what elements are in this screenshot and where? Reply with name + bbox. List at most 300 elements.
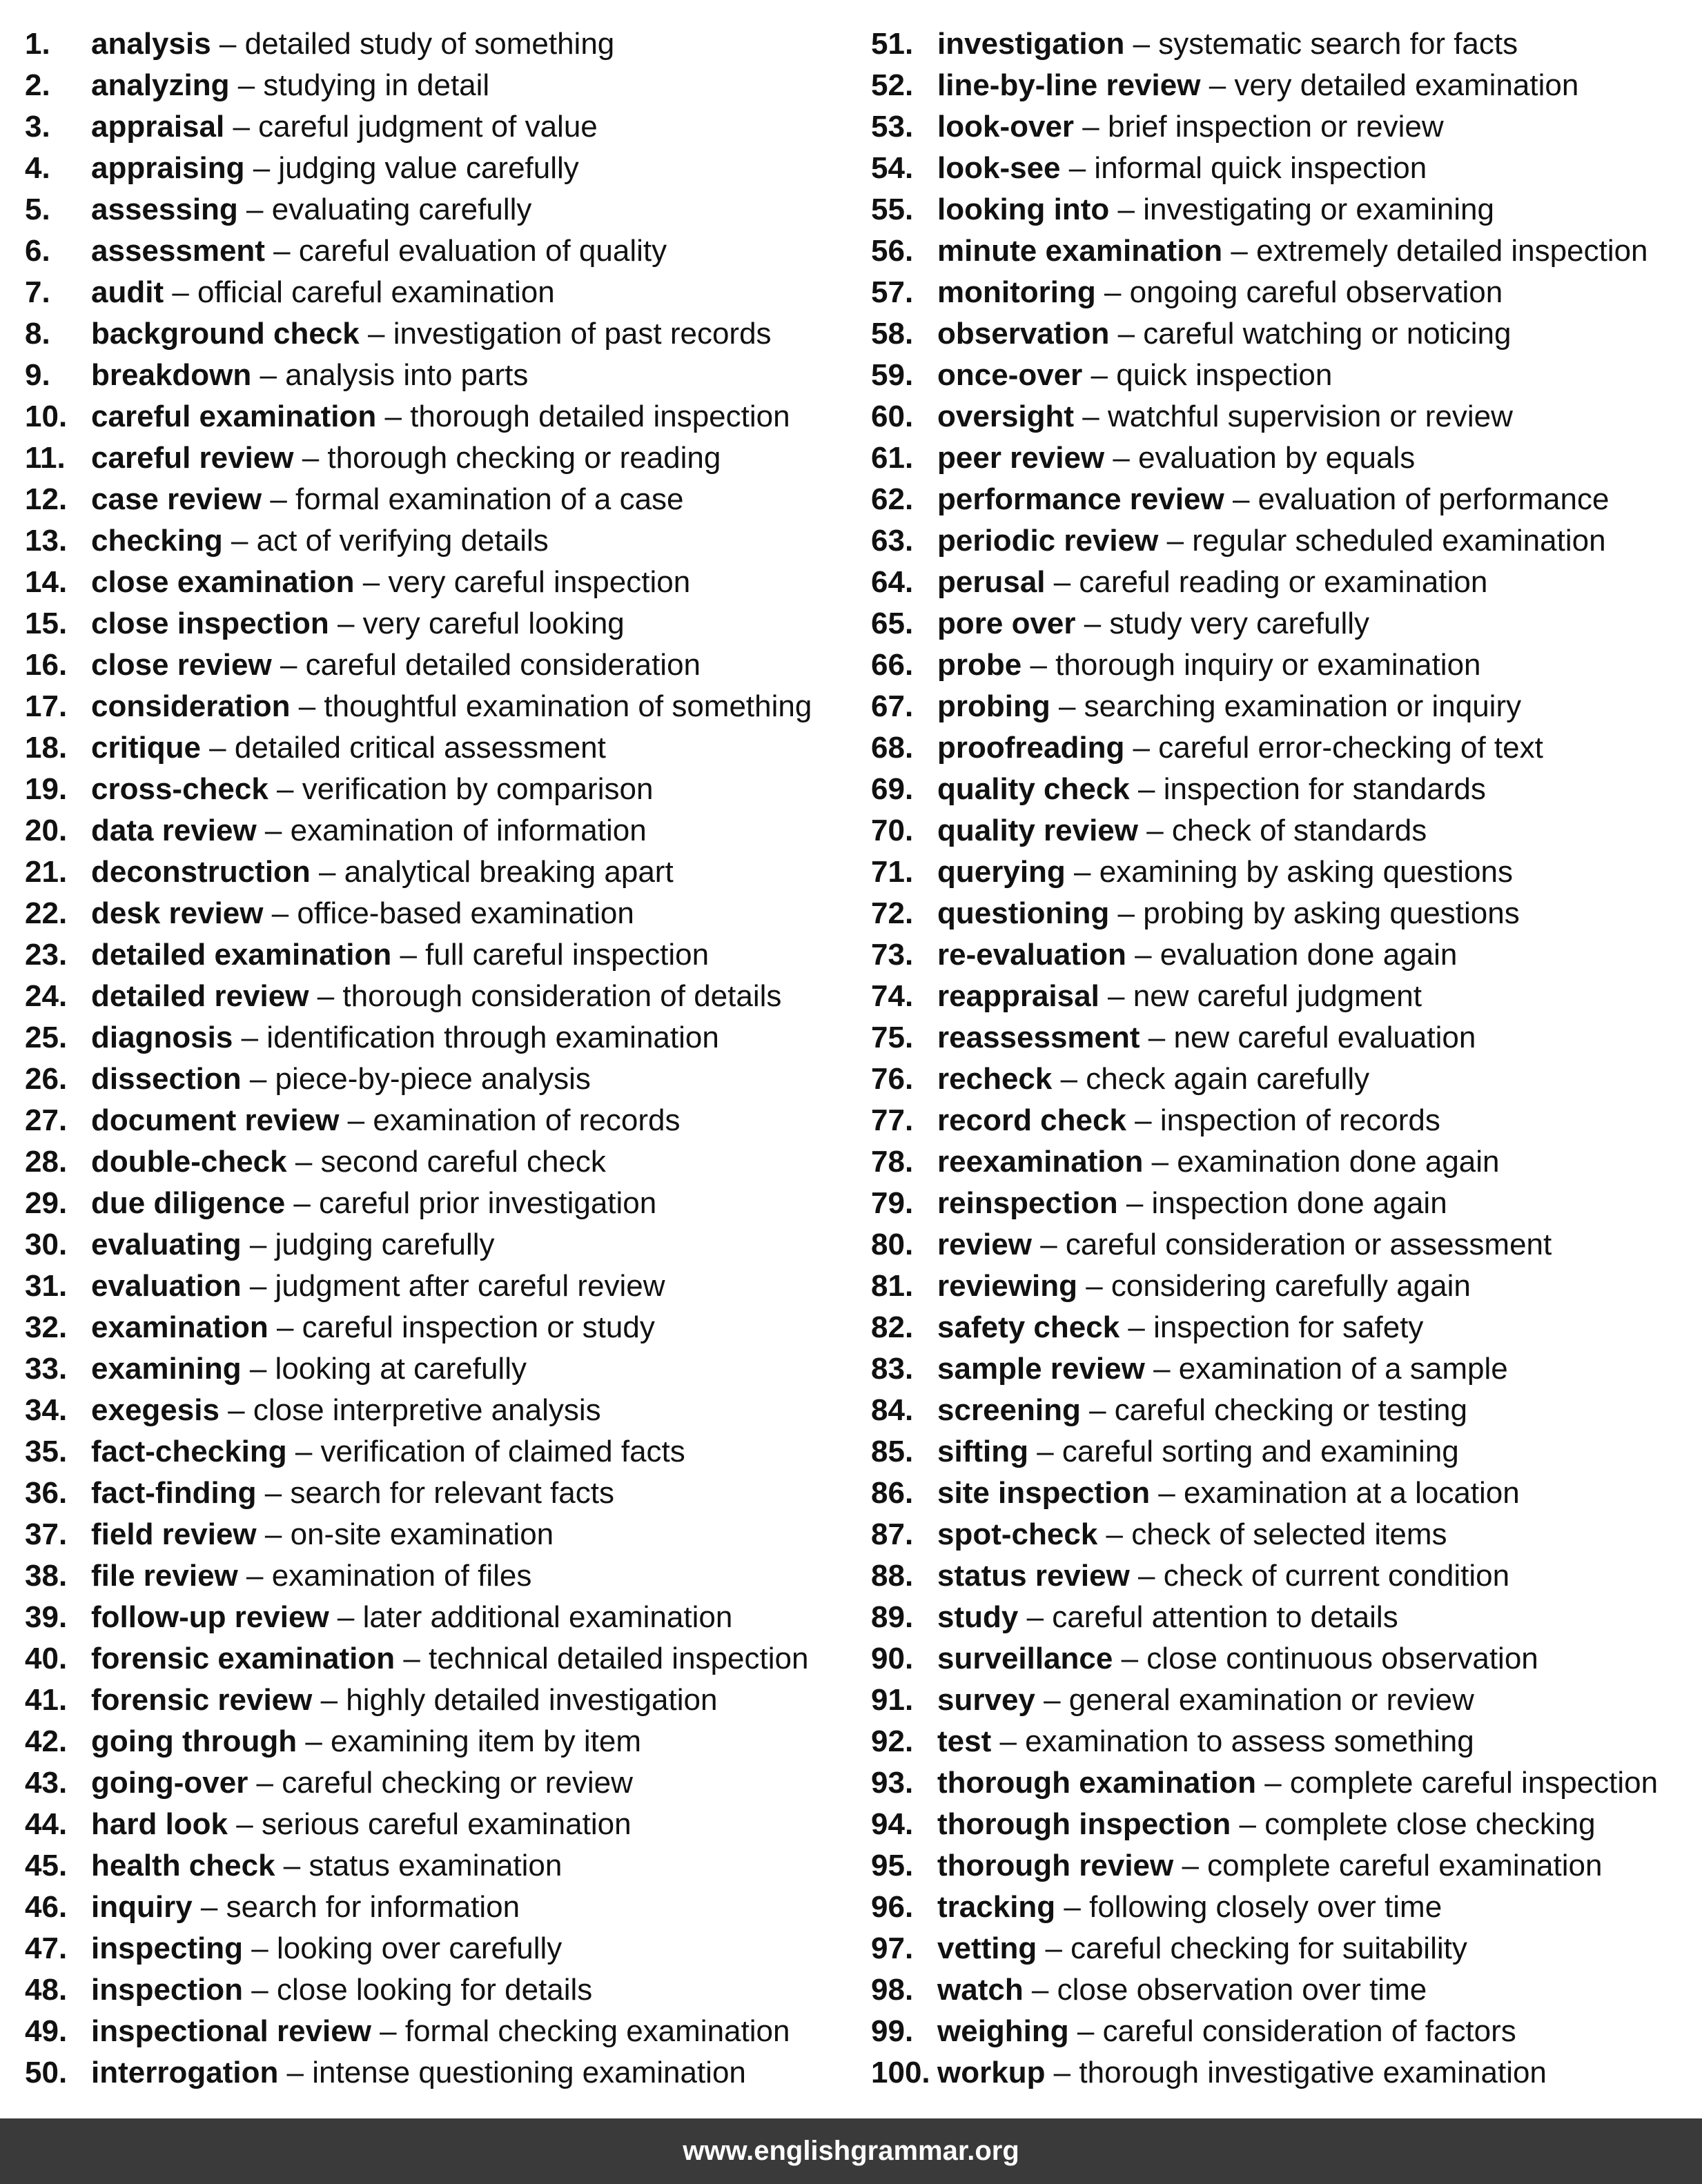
item-number: 16. (25, 648, 68, 682)
item-number: 63. (871, 524, 914, 558)
item-term: reexamination (937, 1145, 1144, 1179)
list-item (25, 23, 853, 65)
list-item (25, 1514, 853, 1555)
item-definition: – very careful inspection (354, 565, 691, 599)
item-definition: – careful checking or review (248, 1766, 633, 1800)
list-item (871, 23, 1699, 65)
item-term: audit (91, 275, 164, 309)
list-item (871, 934, 1699, 976)
footer-bar (0, 2118, 1702, 2184)
list-item (25, 1183, 853, 1224)
item-term: line-by-line review (937, 68, 1201, 102)
item-definition: – careful consideration or assessment (1031, 1228, 1552, 1261)
item-term: look-see (937, 151, 1061, 185)
item-number: 7. (25, 275, 50, 309)
list-item (25, 727, 853, 769)
list-item (871, 562, 1699, 603)
item-number: 34. (25, 1393, 68, 1427)
list-item (25, 1059, 853, 1100)
list-item (25, 230, 853, 272)
list-item (871, 1141, 1699, 1183)
item-definition: – formal checking examination (371, 2014, 790, 2048)
item-definition: – thorough investigative examination (1045, 2056, 1547, 2089)
list-item (25, 1638, 853, 1680)
item-definition: – very detailed examination (1200, 68, 1579, 102)
item-number: 67. (871, 689, 914, 723)
item-number: 19. (25, 772, 68, 806)
item-term: inspection (91, 1973, 244, 2007)
item-definition: – verification of claimed facts (286, 1435, 685, 1468)
item-number: 96. (871, 1890, 914, 1924)
item-number: 24. (25, 979, 68, 1013)
item-definition: – full careful inspection (391, 938, 710, 972)
item-definition: – new careful judgment (1099, 979, 1422, 1013)
item-term: watch (937, 1973, 1024, 2007)
item-term: spot-check (937, 1517, 1098, 1551)
list-item (871, 1928, 1699, 1969)
item-term: forensic review (91, 1683, 313, 1717)
item-number: 20. (25, 814, 68, 847)
item-number: 35. (25, 1435, 68, 1468)
list-item (25, 1390, 853, 1431)
list-item (25, 1721, 853, 1762)
list-item (871, 1680, 1699, 1721)
list-item (871, 1887, 1699, 1928)
list-item (871, 189, 1699, 230)
list-item (25, 1555, 853, 1597)
list-item (871, 2052, 1699, 2094)
item-definition: – verification by comparison (268, 772, 654, 806)
list-item (871, 272, 1699, 313)
list-item (871, 2011, 1699, 2052)
item-definition: – watchful supervision or review (1074, 400, 1513, 433)
item-definition: – careful watching or noticing (1109, 317, 1512, 351)
item-definition: – thorough detailed inspection (376, 400, 790, 433)
item-number: 12. (25, 482, 68, 516)
item-definition: – careful sorting and examining (1028, 1435, 1459, 1468)
item-definition: – new careful evaluation (1139, 1021, 1476, 1054)
item-term: close examination (91, 565, 355, 599)
item-number: 62. (871, 482, 914, 516)
item-number: 80. (871, 1228, 914, 1261)
list-item (871, 230, 1699, 272)
list-item (25, 893, 853, 934)
item-number: 91. (871, 1683, 914, 1717)
item-number: 40. (25, 1642, 68, 1675)
item-definition: – careful checking for suitability (1037, 1931, 1467, 1965)
item-number: 47. (25, 1931, 68, 1965)
item-term: sifting (937, 1435, 1028, 1468)
list-item (25, 1845, 853, 1887)
right-column (871, 23, 1699, 2094)
item-definition: – second careful check (286, 1145, 606, 1179)
item-number: 70. (871, 814, 914, 847)
list-item (25, 645, 853, 686)
item-definition: – close looking for details (243, 1973, 593, 2007)
item-definition: – examining by asking questions (1065, 855, 1513, 889)
item-definition: – analytical breaking apart (310, 855, 674, 889)
item-number: 68. (871, 731, 914, 765)
item-term: going-over (91, 1766, 248, 1800)
item-term: interrogation (91, 2056, 279, 2089)
item-term: evaluation (91, 1269, 242, 1303)
item-definition: – serious careful examination (228, 1807, 632, 1841)
item-number: 14. (25, 565, 68, 599)
item-term: inspectional review (91, 2014, 371, 2048)
item-number: 97. (871, 1931, 914, 1965)
list-item (25, 810, 853, 852)
item-number: 50. (25, 2056, 68, 2089)
item-term: breakdown (91, 358, 252, 392)
item-number: 33. (25, 1352, 68, 1386)
item-number: 55. (871, 193, 914, 226)
item-definition: – evaluation done again (1126, 938, 1458, 972)
item-term: case review (91, 482, 262, 516)
item-term: querying (937, 855, 1066, 889)
item-number: 29. (25, 1186, 68, 1220)
item-definition: – following closely over time (1055, 1890, 1442, 1924)
list-item (25, 1887, 853, 1928)
item-number: 77. (871, 1103, 914, 1137)
list-item (871, 396, 1699, 437)
item-term: evaluating (91, 1228, 242, 1261)
item-term: analysis (91, 27, 211, 61)
item-number: 98. (871, 1973, 914, 2007)
item-definition: – careful inspection or study (268, 1310, 655, 1344)
item-definition: – informal quick inspection (1060, 151, 1427, 185)
item-number: 23. (25, 938, 68, 972)
list-item (871, 313, 1699, 355)
item-number: 8. (25, 317, 50, 351)
item-term: looking into (937, 193, 1110, 226)
item-term: diagnosis (91, 1021, 233, 1054)
item-number: 87. (871, 1517, 914, 1551)
item-definition: – close continuous observation (1113, 1642, 1538, 1675)
item-term: careful review (91, 441, 294, 475)
item-term: status review (937, 1559, 1130, 1593)
item-term: analyzing (91, 68, 230, 102)
item-definition: – careful reading or examination (1045, 565, 1488, 599)
list-item (871, 1473, 1699, 1514)
list-item (871, 1017, 1699, 1059)
item-definition: – complete close checking (1231, 1807, 1596, 1841)
item-term: thorough examination (937, 1766, 1256, 1800)
item-definition: – inspection for safety (1119, 1310, 1424, 1344)
list-item (871, 1969, 1699, 2011)
item-definition: – investigating or examining (1109, 193, 1494, 226)
item-number: 93. (871, 1766, 914, 1800)
item-term: study (937, 1600, 1019, 1634)
item-number: 13. (25, 524, 68, 558)
list-item (25, 1266, 853, 1307)
item-term: re-evaluation (937, 938, 1126, 972)
list-item (871, 1845, 1699, 1887)
item-term: data review (91, 814, 257, 847)
item-definition: – check again carefully (1052, 1062, 1370, 1096)
item-term: reinspection (937, 1186, 1118, 1220)
item-number: 52. (871, 68, 914, 102)
item-term: quality review (937, 814, 1139, 847)
list-item (25, 2052, 853, 2094)
item-definition: – thorough inquiry or examination (1021, 648, 1481, 682)
list-item (25, 520, 853, 562)
list-item (871, 852, 1699, 893)
list-item (25, 1928, 853, 1969)
item-term: probing (937, 689, 1050, 723)
item-term: surveillance (937, 1642, 1113, 1675)
item-number: 42. (25, 1724, 68, 1758)
item-definition: – search for information (192, 1890, 520, 1924)
item-definition: – ongoing careful observation (1095, 275, 1503, 309)
item-number: 56. (871, 234, 914, 268)
item-number: 82. (871, 1310, 914, 1344)
item-term: file review (91, 1559, 238, 1593)
item-number: 31. (25, 1269, 68, 1303)
item-term: cross-check (91, 772, 268, 806)
item-term: thorough review (937, 1849, 1174, 1882)
item-term: appraising (91, 151, 245, 185)
item-number: 79. (871, 1186, 914, 1220)
list-item (871, 1100, 1699, 1141)
item-term: consideration (91, 689, 291, 723)
item-definition: – identification through examination (233, 1021, 719, 1054)
item-term: periodic review (937, 524, 1159, 558)
item-number: 41. (25, 1683, 68, 1717)
list-item (871, 1224, 1699, 1266)
item-definition: – quick inspection (1082, 358, 1333, 392)
item-number: 66. (871, 648, 914, 682)
item-definition: – inspection for standards (1129, 772, 1486, 806)
item-term: vetting (937, 1931, 1037, 1965)
item-term: fact-checking (91, 1435, 287, 1468)
list-item (871, 727, 1699, 769)
item-term: due diligence (91, 1186, 286, 1220)
item-definition: – examination done again (1143, 1145, 1500, 1179)
item-definition: – extremely detailed inspection (1222, 234, 1648, 268)
item-number: 26. (25, 1062, 68, 1096)
item-term: sample review (937, 1352, 1145, 1386)
item-number: 30. (25, 1228, 68, 1261)
list-item (25, 65, 853, 106)
item-definition: – examination of a sample (1144, 1352, 1508, 1386)
item-definition: – careful evaluation of quality (264, 234, 667, 268)
item-number: 36. (25, 1476, 68, 1510)
item-number: 17. (25, 689, 68, 723)
item-number: 73. (871, 938, 914, 972)
item-number: 58. (871, 317, 914, 351)
list-item (25, 686, 853, 727)
list-item (25, 1969, 853, 2011)
list-item (25, 396, 853, 437)
item-definition: – probing by asking questions (1109, 896, 1520, 930)
list-item (25, 355, 853, 396)
item-term: assessing (91, 193, 238, 226)
item-term: peer review (937, 441, 1105, 475)
item-number: 92. (871, 1724, 914, 1758)
item-definition: – complete careful inspection (1256, 1766, 1659, 1800)
item-term: safety check (937, 1310, 1120, 1344)
item-term: reassessment (937, 1021, 1140, 1054)
list-item (871, 686, 1699, 727)
item-number: 46. (25, 1890, 68, 1924)
list-item (25, 106, 853, 148)
list-item (871, 810, 1699, 852)
item-definition: – office-based examination (263, 896, 634, 930)
item-definition: – analysis into parts (251, 358, 529, 392)
item-definition: – examination to assess something (991, 1724, 1474, 1758)
item-definition: – careful judgment of value (224, 110, 598, 144)
footer-url: www.englishgrammar.org (683, 2136, 1019, 2166)
item-number: 53. (871, 110, 914, 144)
item-term: critique (91, 731, 201, 765)
list-item (25, 1224, 853, 1266)
list-item (25, 769, 853, 810)
list-item (871, 603, 1699, 645)
item-definition: – close observation over time (1023, 1973, 1427, 2007)
item-term: recheck (937, 1062, 1053, 1096)
list-item (25, 1100, 853, 1141)
item-definition: – formal examination of a case (262, 482, 684, 516)
item-term: review (937, 1228, 1032, 1261)
item-number: 99. (871, 2014, 914, 2048)
item-definition: – examining item by item (297, 1724, 641, 1758)
item-number: 54. (871, 151, 914, 185)
item-term: weighing (937, 2014, 1069, 2048)
list-item (25, 313, 853, 355)
item-definition: – examination of information (256, 814, 647, 847)
item-term: forensic examination (91, 1642, 395, 1675)
list-item (25, 1597, 853, 1638)
item-term: going through (91, 1724, 297, 1758)
item-number: 5. (25, 193, 50, 226)
item-term: inspecting (91, 1931, 244, 1965)
item-definition: – evaluation of performance (1224, 482, 1610, 516)
list-item (871, 1059, 1699, 1100)
item-number: 64. (871, 565, 914, 599)
item-definition: – check of current condition (1129, 1559, 1510, 1593)
item-term: record check (937, 1103, 1126, 1137)
item-term: site inspection (937, 1476, 1151, 1510)
item-number: 49. (25, 2014, 68, 2048)
list-item (871, 1638, 1699, 1680)
item-term: desk review (91, 896, 264, 930)
list-item (25, 1431, 853, 1473)
item-definition: – on-site examination (256, 1517, 554, 1551)
list-item (871, 1266, 1699, 1307)
item-definition: – technical detailed inspection (395, 1642, 809, 1675)
item-term: close review (91, 648, 272, 682)
item-definition: – intense questioning examination (278, 2056, 746, 2089)
item-number: 84. (871, 1393, 914, 1427)
item-number: 94. (871, 1807, 914, 1841)
item-definition: – inspection done again (1117, 1186, 1447, 1220)
item-number: 61. (871, 441, 914, 475)
item-definition: – thorough checking or reading (293, 441, 721, 475)
list-item (871, 645, 1699, 686)
item-term: perusal (937, 565, 1046, 599)
item-term: background check (91, 317, 360, 351)
list-item (25, 1017, 853, 1059)
item-number: 72. (871, 896, 914, 930)
item-definition: – check of selected items (1097, 1517, 1447, 1551)
item-definition: – search for relevant facts (256, 1476, 614, 1510)
list-item (25, 1804, 853, 1845)
list-item (871, 976, 1699, 1017)
list-item (871, 1348, 1699, 1390)
item-term: minute examination (937, 234, 1223, 268)
list-item (871, 1390, 1699, 1431)
item-definition: – considering carefully again (1077, 1269, 1471, 1303)
item-definition: – judging value carefully (244, 151, 579, 185)
item-definition: – looking at carefully (241, 1352, 527, 1386)
item-number: 10. (25, 400, 68, 433)
list-item (25, 562, 853, 603)
item-number: 11. (25, 441, 66, 475)
list-item (871, 1431, 1699, 1473)
item-term: double-check (91, 1145, 287, 1179)
item-term: hard look (91, 1807, 228, 1841)
item-number: 27. (25, 1103, 68, 1137)
item-term: look-over (937, 110, 1075, 144)
item-term: monitoring (937, 275, 1096, 309)
list-item (25, 976, 853, 1017)
item-number: 74. (871, 979, 914, 1013)
list-item (871, 1555, 1699, 1597)
item-term: probe (937, 648, 1022, 682)
list-item (25, 272, 853, 313)
item-number: 51. (871, 27, 914, 61)
item-number: 100. (871, 2056, 930, 2089)
list-item (871, 1307, 1699, 1348)
item-number: 86. (871, 1476, 914, 1510)
item-term: reviewing (937, 1269, 1077, 1303)
item-definition: – examination at a location (1150, 1476, 1520, 1510)
item-term: questioning (937, 896, 1110, 930)
item-number: 69. (871, 772, 914, 806)
item-definition: – later additional examination (329, 1600, 733, 1634)
item-number: 48. (25, 1973, 68, 2007)
list-item (871, 1804, 1699, 1845)
item-number: 38. (25, 1559, 68, 1593)
item-definition: – close interpretive analysis (219, 1393, 601, 1427)
item-term: appraisal (91, 110, 225, 144)
item-term: tracking (937, 1890, 1056, 1924)
item-definition: – careful attention to details (1018, 1600, 1398, 1634)
item-number: 71. (871, 855, 914, 889)
list-item (25, 479, 853, 520)
item-number: 18. (25, 731, 68, 765)
item-definition: – highly detailed investigation (312, 1683, 718, 1717)
list-item (25, 1307, 853, 1348)
item-number: 88. (871, 1559, 914, 1593)
item-number: 32. (25, 1310, 68, 1344)
item-term: quality check (937, 772, 1130, 806)
list-item (25, 1680, 853, 1721)
item-definition: – evaluating carefully (237, 193, 532, 226)
item-definition: – investigation of past records (359, 317, 772, 351)
list-item (871, 1183, 1699, 1224)
list-item (25, 1762, 853, 1804)
item-term: inquiry (91, 1890, 193, 1924)
list-item (871, 769, 1699, 810)
item-term: document review (91, 1103, 340, 1137)
item-term: once-over (937, 358, 1083, 392)
item-number: 22. (25, 896, 68, 930)
item-number: 9. (25, 358, 50, 392)
item-number: 65. (871, 607, 914, 640)
item-number: 90. (871, 1642, 914, 1675)
item-definition: – complete careful examination (1173, 1849, 1603, 1882)
